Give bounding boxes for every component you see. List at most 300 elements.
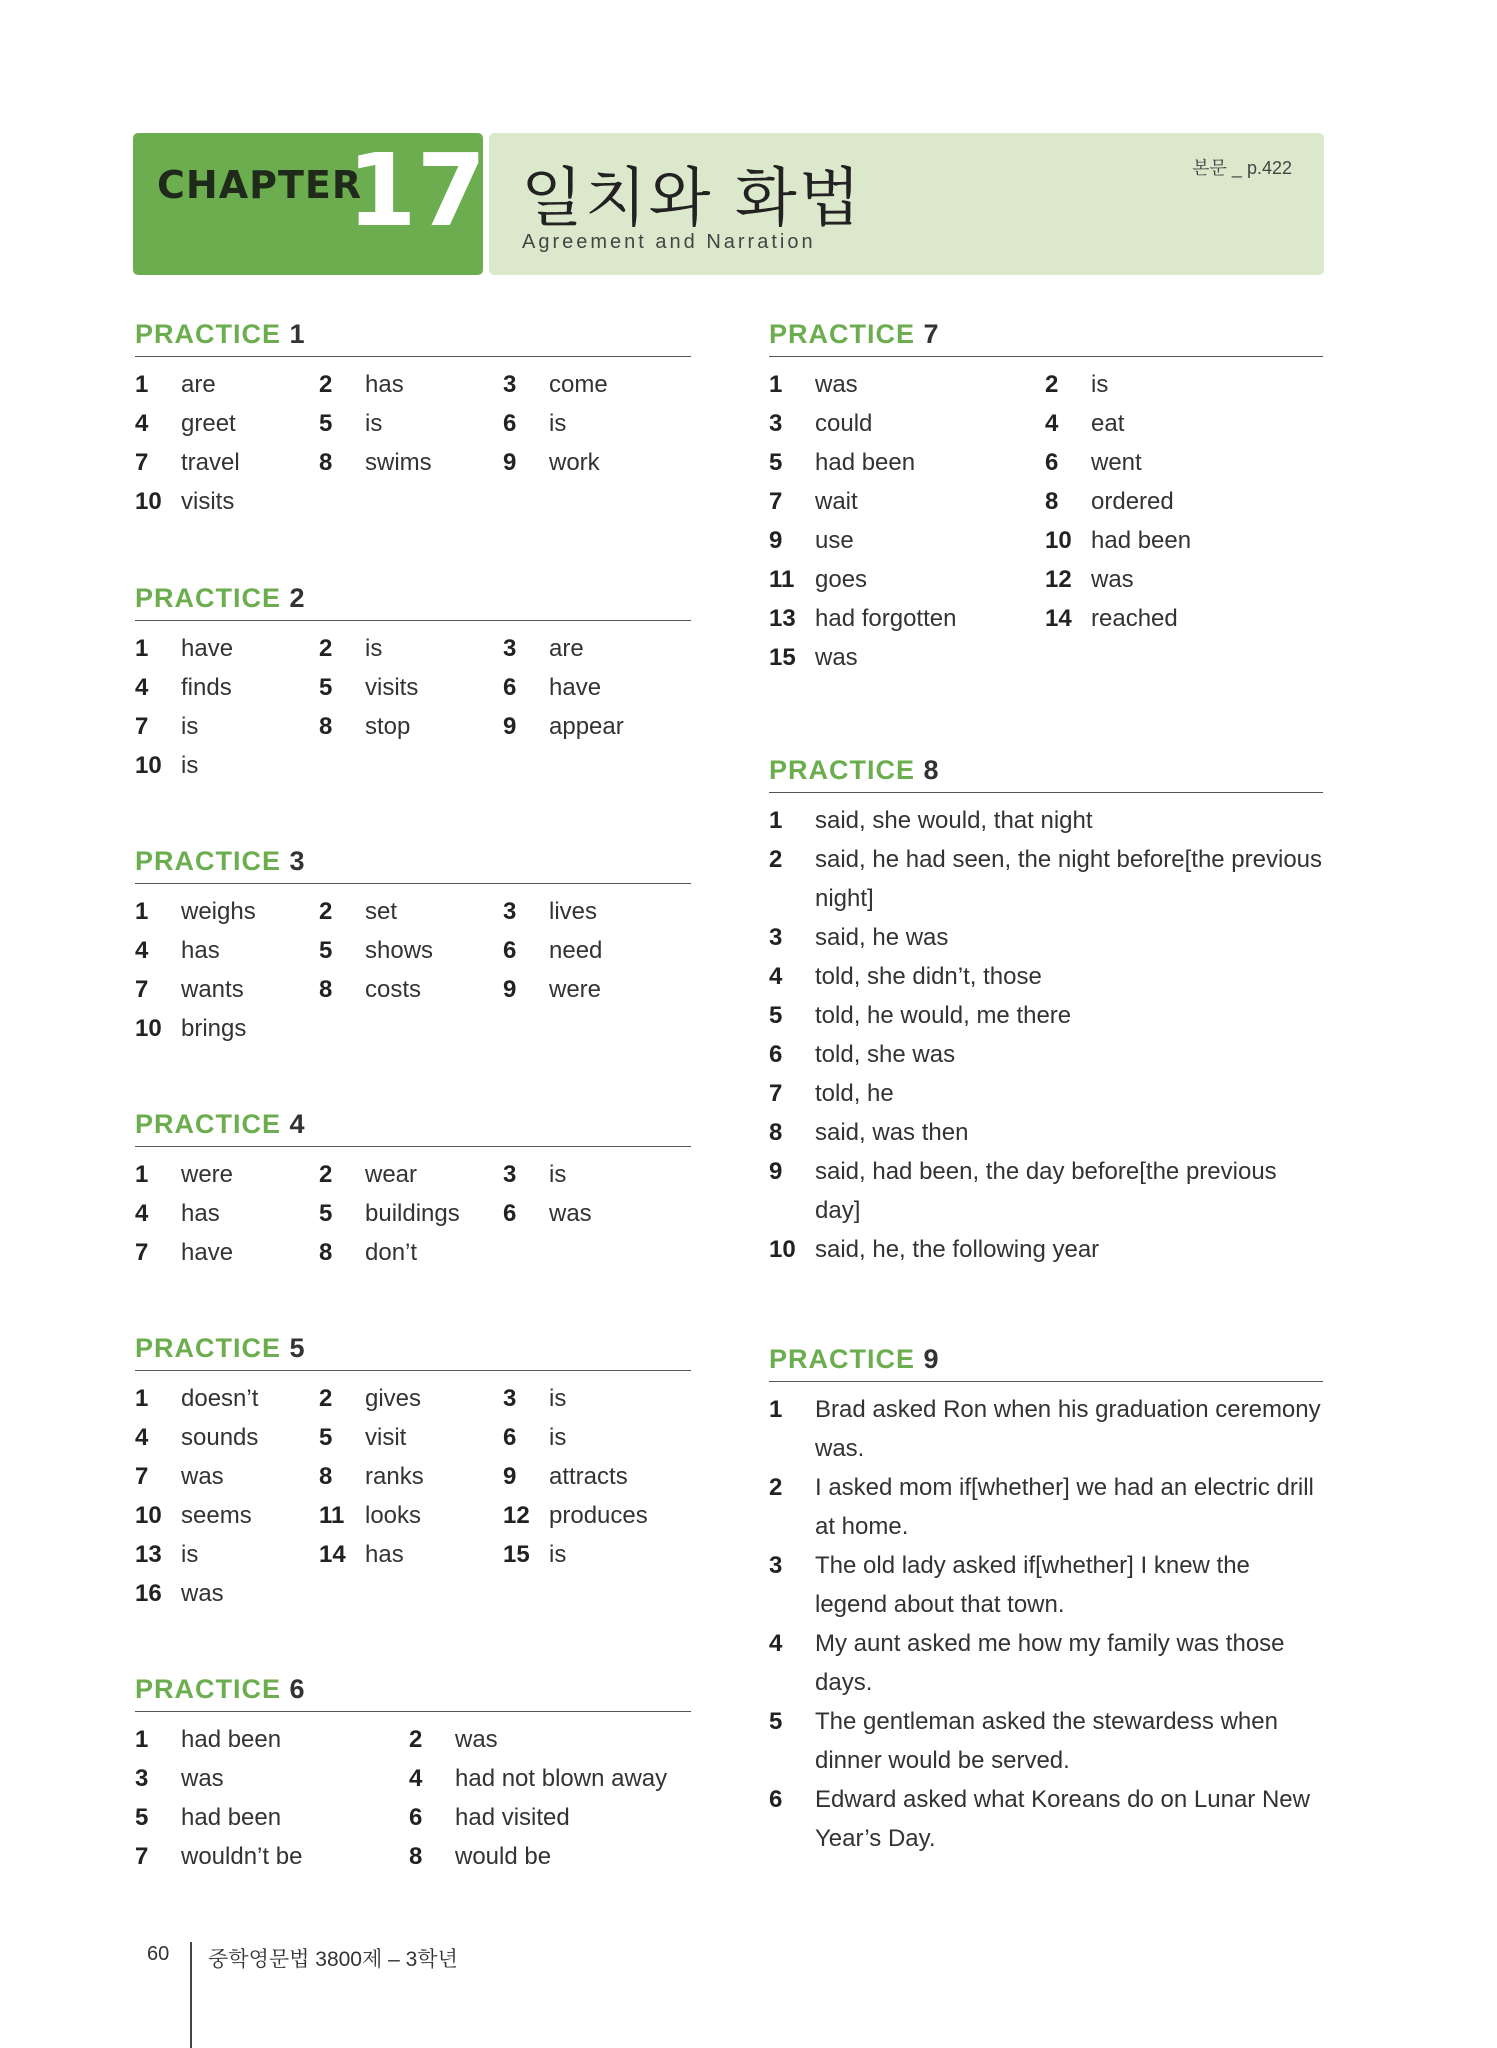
answer-text: visits (365, 674, 419, 701)
answer-text: had been (1091, 527, 1192, 554)
answer-item (319, 970, 503, 1009)
practice-title-word: PRACTICE (135, 583, 282, 613)
answer-text: was (455, 1726, 498, 1753)
practice-title (769, 748, 1323, 793)
answer-number: 5 (319, 1200, 333, 1227)
answer-item (135, 1837, 409, 1876)
answer-text: have (549, 674, 602, 701)
answer-item (135, 1194, 319, 1233)
answer-text: told, he would, me there (815, 1002, 1072, 1029)
answer-text: seems (181, 1502, 252, 1529)
answer-item (135, 931, 319, 970)
answer-item (319, 707, 503, 746)
answer-text: I asked mom if[whether] we had an electric drill at home. (815, 1474, 1314, 1540)
answer-number: 5 (769, 449, 783, 476)
answer-item (769, 1468, 1323, 1546)
answer-text: had been (181, 1804, 282, 1831)
answer-text: ordered (1091, 488, 1174, 515)
answer-number: 12 (1045, 566, 1072, 593)
footer-divider (190, 1942, 192, 2048)
answer-text: said, he had seen, the night before[the previous night] (815, 846, 1323, 912)
answer-item (135, 1009, 319, 1048)
answer-number: 11 (319, 1502, 345, 1529)
practice-title (135, 839, 691, 884)
answer-list (135, 629, 691, 785)
answer-item (1045, 599, 1323, 638)
answer-number: 10 (1045, 527, 1072, 554)
answer-text: had not blown away (455, 1765, 668, 1792)
answer-list (769, 365, 1323, 677)
answer-text: would be (455, 1843, 552, 1870)
answer-number: 5 (769, 1708, 783, 1735)
answer-text: visit (365, 1424, 407, 1451)
answer-item (1045, 404, 1323, 443)
answer-number: 1 (135, 371, 149, 398)
answer-number: 2 (319, 1161, 333, 1188)
practice-title-number: 2 (289, 583, 306, 613)
answer-item (319, 668, 503, 707)
answer-item (503, 892, 687, 931)
answer-text: told, she didn’t, those (815, 963, 1042, 990)
answer-number: 7 (135, 1463, 149, 1490)
answer-item (769, 638, 1045, 677)
page-number: 60 (147, 1943, 170, 1965)
answer-number: 4 (135, 1424, 149, 1451)
answer-number: 6 (1045, 449, 1059, 476)
answer-item (135, 668, 319, 707)
answer-number: 4 (135, 674, 149, 701)
answer-text: swims (365, 449, 432, 476)
answer-item (769, 1546, 1323, 1624)
answer-number: 5 (135, 1804, 149, 1831)
practice-title-number: 1 (289, 319, 306, 349)
answer-item (319, 1457, 503, 1496)
answer-item (503, 1194, 687, 1233)
answer-item (409, 1798, 691, 1837)
answer-text: ranks (365, 1463, 424, 1490)
answer-item (135, 707, 319, 746)
answer-text: had been (181, 1726, 282, 1753)
answer-item (135, 443, 319, 482)
answer-number: 10 (135, 1502, 162, 1529)
answer-item (769, 404, 1045, 443)
answer-number: 6 (503, 674, 517, 701)
answer-number: 4 (1045, 410, 1059, 437)
answer-number: 9 (503, 1463, 517, 1490)
answer-number: 6 (769, 1041, 783, 1068)
answer-item (135, 1457, 319, 1496)
answer-text: is (549, 1424, 567, 1451)
answer-item (319, 1233, 503, 1272)
practice-title-word: PRACTICE (769, 755, 916, 785)
answer-number: 8 (319, 976, 333, 1003)
answer-list (135, 892, 691, 1048)
answer-item (503, 629, 687, 668)
answer-item (135, 365, 319, 404)
answer-text: went (1091, 449, 1142, 476)
answer-text: weighs (181, 898, 256, 925)
answer-text: had been (815, 449, 916, 476)
answer-number: 2 (769, 846, 783, 873)
answer-number: 9 (503, 449, 517, 476)
answer-text: attracts (549, 1463, 628, 1490)
practice-title-word: PRACTICE (135, 1674, 282, 1704)
answer-text: is (549, 1541, 567, 1568)
answer-number: 16 (135, 1580, 162, 1607)
answer-item (769, 1780, 1323, 1858)
answer-text: is (181, 1541, 199, 1568)
practice-8-section (769, 748, 1323, 1269)
answer-text: is (181, 713, 199, 740)
answer-number: 1 (135, 1385, 149, 1412)
practice-title (135, 576, 691, 621)
answer-number: 9 (769, 1158, 783, 1185)
answer-item (409, 1837, 691, 1876)
answer-number: 13 (769, 605, 796, 632)
answer-list (769, 801, 1323, 1269)
answer-text: is (549, 1385, 567, 1412)
chapter-number: 17 (347, 132, 487, 249)
answer-text: wouldn’t be (181, 1843, 303, 1870)
answer-number: 4 (135, 937, 149, 964)
answer-text: had forgotten (815, 605, 957, 632)
answer-text: has (365, 371, 404, 398)
answer-item (1045, 443, 1323, 482)
answer-text: is (549, 410, 567, 437)
answer-number: 2 (409, 1726, 423, 1753)
answer-text: wear (365, 1161, 418, 1188)
answer-number: 10 (135, 488, 162, 515)
answer-number: 7 (135, 1239, 149, 1266)
answer-text: sounds (181, 1424, 259, 1451)
answer-item (319, 1155, 503, 1194)
answer-number: 6 (409, 1804, 423, 1831)
answer-number: 15 (769, 644, 796, 671)
answer-item (769, 1624, 1323, 1702)
chapter-title: 일치와 화법 (521, 162, 863, 236)
answer-text: wants (181, 976, 244, 1003)
answer-item (409, 1759, 691, 1798)
answer-item (503, 443, 687, 482)
answer-text: is (365, 635, 383, 662)
answer-item (135, 1720, 409, 1759)
practice-6-section (135, 1667, 691, 1876)
answer-number: 3 (769, 410, 783, 437)
answer-text: were (549, 976, 602, 1003)
chapter-badge (133, 132, 487, 275)
practice-title-number: 5 (289, 1333, 306, 1363)
page-reference: 본문 _ p.422 (1192, 158, 1292, 178)
answer-number: 3 (503, 1161, 517, 1188)
answer-text: could (815, 410, 873, 437)
answer-text: is (1091, 371, 1109, 398)
practice-9-section (769, 1337, 1323, 1858)
answer-number: 5 (319, 674, 333, 701)
answer-number: 15 (503, 1541, 530, 1568)
answer-text: lives (549, 898, 598, 925)
answer-text: goes (815, 566, 868, 593)
answer-text: is (549, 1161, 567, 1188)
answer-item (319, 629, 503, 668)
answer-number: 1 (135, 635, 149, 662)
answer-item (319, 1418, 503, 1457)
answer-item (769, 599, 1045, 638)
answer-number: 3 (769, 924, 783, 951)
answer-text: have (181, 635, 234, 662)
answer-number: 7 (769, 488, 783, 515)
answer-item (135, 404, 319, 443)
answer-text: are (549, 635, 584, 662)
answer-list (769, 1390, 1323, 1858)
answer-item (503, 1379, 687, 1418)
answer-number: 2 (319, 898, 333, 925)
answer-number: 8 (319, 1463, 333, 1490)
answer-text: shows (365, 937, 434, 964)
practice-title-number: 9 (923, 1344, 940, 1374)
answer-text: looks (365, 1502, 422, 1529)
answer-number: 2 (319, 635, 333, 662)
answer-number: 5 (319, 937, 333, 964)
answer-item (503, 1457, 687, 1496)
answer-item (135, 1418, 319, 1457)
practice-1-section (135, 312, 691, 521)
practice-title-number: 6 (289, 1674, 306, 1704)
answer-item (135, 1759, 409, 1798)
answer-text: said, she would, that night (815, 807, 1093, 834)
answer-number: 2 (769, 1474, 783, 1501)
book-title: 중학영문법 3800제 – 3학년 (208, 1948, 458, 1971)
answer-text: is (365, 410, 383, 437)
answer-number: 1 (769, 1396, 783, 1423)
answer-number: 3 (503, 635, 517, 662)
answer-number: 5 (319, 1424, 333, 1451)
answer-number: 3 (503, 371, 517, 398)
answer-number: 2 (1045, 371, 1059, 398)
answer-text: Edward asked what Koreans do on Lunar New Year’s Day. (815, 1786, 1310, 1852)
answer-text: was (181, 1463, 224, 1490)
practice-title-number: 3 (289, 846, 306, 876)
answer-item (1045, 365, 1323, 404)
answer-text: produces (549, 1502, 648, 1529)
answer-item (769, 1230, 1323, 1269)
answer-text: was (815, 644, 858, 671)
answer-number: 6 (503, 410, 517, 437)
answer-number: 1 (135, 1726, 149, 1753)
answer-item (135, 1574, 319, 1613)
practice-5-section (135, 1326, 691, 1613)
answer-item (769, 1035, 1323, 1074)
answer-number: 8 (319, 713, 333, 740)
answer-number: 12 (503, 1502, 530, 1529)
answer-item (135, 970, 319, 1009)
answer-text: was (1091, 566, 1134, 593)
practice-title-word: PRACTICE (135, 319, 282, 349)
answer-item (135, 629, 319, 668)
answer-item (319, 443, 503, 482)
answer-text: work (549, 449, 600, 476)
answer-item (503, 931, 687, 970)
answer-text: said, was then (815, 1119, 969, 1146)
answer-item (769, 365, 1045, 404)
practice-title-word: PRACTICE (135, 1109, 282, 1139)
answer-number: 3 (503, 898, 517, 925)
chapter-label: CHAPTER (157, 163, 363, 207)
answer-item (769, 1702, 1323, 1780)
chapter-subtitle: Agreement and Narration (522, 231, 816, 253)
practice-title-word: PRACTICE (769, 319, 916, 349)
answer-number: 7 (135, 713, 149, 740)
practice-title-word: PRACTICE (135, 846, 282, 876)
answer-item (769, 521, 1045, 560)
answer-number: 10 (135, 1015, 162, 1042)
answer-list (135, 1379, 691, 1613)
answer-text: reached (1091, 605, 1178, 632)
answer-text: was (181, 1580, 224, 1607)
answer-number: 4 (409, 1765, 423, 1792)
answer-text: finds (181, 674, 232, 701)
answer-number: 8 (769, 1119, 783, 1146)
answer-text: eat (1091, 410, 1125, 437)
answer-item (503, 1535, 687, 1574)
answer-item (135, 892, 319, 931)
answer-item (135, 1155, 319, 1194)
answer-item (409, 1720, 691, 1759)
answer-text: told, she was (815, 1041, 956, 1068)
practice-title (769, 1337, 1323, 1382)
answer-number: 7 (135, 976, 149, 1003)
answer-item (769, 560, 1045, 599)
answer-item (503, 707, 687, 746)
answer-text: said, he, the following year (815, 1236, 1100, 1263)
answer-number: 3 (769, 1552, 783, 1579)
answer-text: doesn’t (181, 1385, 259, 1412)
answer-number: 5 (319, 410, 333, 437)
answer-item (503, 365, 687, 404)
practice-7-section (769, 312, 1323, 677)
answer-item (769, 840, 1323, 918)
answer-number: 1 (769, 371, 783, 398)
answer-text: The old lady asked if[whether] I knew the legend about that town. (815, 1552, 1250, 1618)
answer-list (135, 1155, 691, 1272)
answer-text: brings (181, 1015, 247, 1042)
answer-item (319, 931, 503, 970)
practice-2-section (135, 576, 691, 785)
answer-number: 6 (769, 1786, 783, 1813)
practice-title (769, 312, 1323, 357)
answer-item (319, 1535, 503, 1574)
answer-text: said, he was (815, 924, 949, 951)
answer-text: has (365, 1541, 404, 1568)
answer-text: appear (549, 713, 624, 740)
practice-title-word: PRACTICE (135, 1333, 282, 1363)
answer-text: is (181, 752, 199, 779)
answer-item (135, 482, 319, 521)
answer-item (319, 892, 503, 931)
answer-number: 9 (769, 527, 783, 554)
answer-text: are (181, 371, 216, 398)
answer-item (1045, 560, 1323, 599)
answer-number: 10 (135, 752, 162, 779)
answer-number: 1 (769, 807, 783, 834)
answer-item (135, 746, 319, 785)
answer-item (503, 1155, 687, 1194)
answer-text: stop (365, 713, 411, 740)
practice-title-number: 7 (923, 319, 940, 349)
answer-text: said, had been, the day before[the previous day] (815, 1158, 1277, 1224)
answer-number: 11 (769, 566, 795, 593)
answer-item (1045, 482, 1323, 521)
answer-item (503, 1496, 687, 1535)
practice-4-section (135, 1102, 691, 1272)
answer-text: Brad asked Ron when his graduation ceremony was. (815, 1396, 1321, 1462)
answer-number: 2 (319, 1385, 333, 1412)
practice-3-section (135, 839, 691, 1048)
answer-item (135, 1798, 409, 1837)
answer-number: 4 (135, 410, 149, 437)
answer-text: had visited (455, 1804, 570, 1831)
answer-text: were (181, 1161, 234, 1188)
answer-text: has (181, 1200, 220, 1227)
answer-number: 7 (135, 449, 149, 476)
answer-text: was (815, 371, 858, 398)
answer-list (135, 365, 691, 521)
answer-item (503, 668, 687, 707)
answer-item (1045, 521, 1323, 560)
answer-item (135, 1379, 319, 1418)
practice-title (135, 1667, 691, 1712)
answer-text: My aunt asked me how my family was those days. (815, 1630, 1285, 1696)
answer-number: 3 (503, 1385, 517, 1412)
answer-text: need (549, 937, 603, 964)
answer-item (769, 996, 1323, 1035)
answer-text: gives (365, 1385, 422, 1412)
practice-title-number: 4 (289, 1109, 306, 1139)
answer-item (319, 1496, 503, 1535)
practice-title-number: 8 (923, 755, 940, 785)
chapter-title-banner (489, 133, 1324, 275)
answer-item (769, 1390, 1323, 1468)
answer-number: 1 (135, 898, 149, 925)
answer-text: use (815, 527, 854, 554)
answer-item (135, 1496, 319, 1535)
answer-item (769, 443, 1045, 482)
answer-number: 7 (135, 1843, 149, 1870)
answer-text: have (181, 1239, 234, 1266)
answer-number: 1 (135, 1161, 149, 1188)
answer-text: The gentleman asked the stewardess when dinner would be served. (815, 1708, 1278, 1774)
answer-number: 7 (769, 1080, 783, 1107)
answer-item (319, 365, 503, 404)
answer-text: come (549, 371, 608, 398)
answer-text: wait (815, 488, 858, 515)
answer-item (319, 404, 503, 443)
answer-text: buildings (365, 1200, 460, 1227)
answer-item (135, 1233, 319, 1272)
answer-number: 6 (503, 1424, 517, 1451)
answer-number: 8 (319, 1239, 333, 1266)
answer-number: 6 (503, 1200, 517, 1227)
answer-item (769, 1074, 1323, 1113)
answer-number: 8 (409, 1843, 423, 1870)
answer-number: 14 (1045, 605, 1072, 632)
answer-number: 14 (319, 1541, 346, 1568)
answer-number: 5 (769, 1002, 783, 1029)
answer-number: 9 (503, 976, 517, 1003)
answer-number: 13 (135, 1541, 162, 1568)
answer-item (503, 1418, 687, 1457)
answer-text: visits (181, 488, 235, 515)
practice-title-word: PRACTICE (769, 1344, 916, 1374)
